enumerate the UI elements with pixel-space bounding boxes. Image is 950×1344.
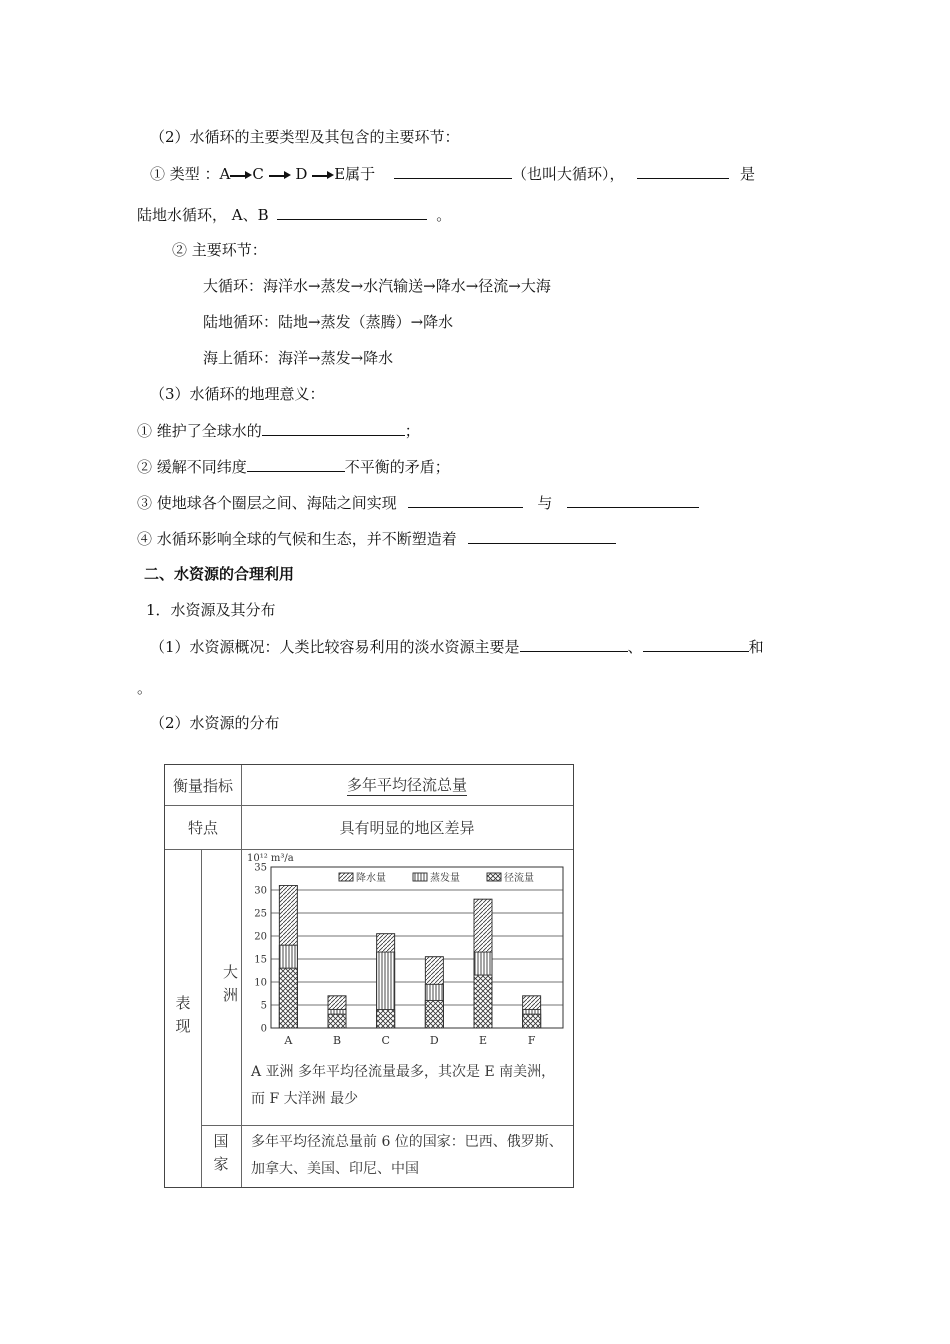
- x-tick-label: A: [284, 1034, 293, 1047]
- answer-blank[interactable]: [277, 204, 427, 220]
- feature-value: 具有明显的地区差异: [339, 818, 475, 837]
- s3-item1: [137, 420, 420, 441]
- bar-径流量: [328, 1014, 346, 1028]
- s2-item2-label: ② 主要环节：: [172, 241, 267, 259]
- arrow-icon: [269, 170, 291, 180]
- legend-label: 径流量: [504, 873, 534, 884]
- part2-q1: [150, 636, 764, 657]
- s3-item3-mid: 与: [537, 494, 553, 512]
- s3-item1-text: ① 维护了全球水的: [137, 422, 262, 440]
- x-tick-label: F: [527, 1034, 536, 1047]
- s2-item1-line2-text: 陆地水循环， A、B: [137, 206, 269, 224]
- s3-item4-text: ④ 水循环影响全球的气候和生态，并不断塑造着: [137, 530, 457, 548]
- y-tick-label: 30: [254, 885, 267, 897]
- legend-swatch: [413, 873, 427, 881]
- answer-blank[interactable]: [520, 636, 628, 652]
- s3-heading: （3）水循环的地理意义：: [150, 385, 325, 403]
- part2-q2: （2）水资源的分布: [150, 714, 280, 732]
- country-label: 国家: [211, 1133, 230, 1179]
- s2-item1-end: 是: [740, 165, 756, 183]
- x-tick-label: D: [429, 1034, 439, 1047]
- legend-label: 蒸发量: [430, 873, 460, 884]
- s3-item2-end: 不平衡的矛盾；: [344, 458, 450, 476]
- big-cycle: 大循环：海洋水→蒸发→水汽输送→降水→径流→大海: [203, 277, 551, 295]
- y-axis-unit: 10¹² m³/a: [247, 853, 294, 864]
- row-label-feature: 特点: [187, 818, 218, 837]
- answer-blank[interactable]: [468, 528, 616, 544]
- land-cycle: 陆地循环：陆地→蒸发（蒸腾）→降水: [203, 313, 454, 331]
- answer-blank[interactable]: [262, 420, 405, 436]
- s3-item4: [137, 528, 616, 549]
- part2-q1-text: （1）水资源概况：人类比较容易利用的淡水资源主要是: [150, 638, 520, 656]
- row-value-indicator: [241, 765, 573, 805]
- answer-blank[interactable]: [567, 492, 699, 508]
- bar-径流量: [523, 1014, 541, 1028]
- legend-swatch: [487, 873, 501, 881]
- s3-item3: [137, 492, 699, 513]
- part2-sub1: 1．水资源及其分布: [146, 601, 276, 619]
- s2-item1-d: D: [295, 165, 308, 183]
- s2-heading: （2）水循环的主要类型及其包含的主要环节：: [150, 128, 460, 146]
- water-resource-table: [164, 764, 574, 1188]
- legend-swatch: [339, 873, 353, 881]
- row-value-feature: [241, 805, 573, 849]
- arrow-icon: [312, 170, 334, 180]
- bar-径流量: [279, 968, 297, 1028]
- x-tick-label: C: [381, 1034, 390, 1047]
- table-divider: [201, 1125, 573, 1126]
- s2-item1: [150, 163, 755, 184]
- y-tick-label: 10: [254, 977, 267, 989]
- plot-frame: [271, 867, 563, 1028]
- y-tick-label: 25: [254, 908, 267, 920]
- s3-item1-end: ；: [404, 422, 420, 440]
- s3-item3-text: ③ 使地球各个圈层之间、海陆之间实现: [137, 494, 397, 512]
- answer-blank[interactable]: [408, 492, 523, 508]
- x-tick-label: B: [332, 1034, 342, 1047]
- s2-item1-line2-end: 。: [436, 206, 452, 224]
- bar-径流量: [377, 1010, 395, 1028]
- arrow-icon: [230, 170, 252, 180]
- part2-q1-sep: 、: [627, 638, 643, 656]
- answer-blank[interactable]: [394, 163, 512, 179]
- y-tick-label: 15: [254, 954, 267, 966]
- continent-label: 大洲: [221, 964, 239, 1010]
- part2-title: 二、水资源的合理利用: [144, 565, 295, 583]
- row-label-indicator: 衡量指标: [172, 776, 233, 795]
- row-label-performance: 表现: [173, 995, 192, 1041]
- y-tick-label: 35: [254, 862, 267, 874]
- s3-item2-text: ② 缓解不同纬度: [137, 458, 247, 476]
- answer-blank[interactable]: [637, 163, 729, 179]
- part2-q1-line2: 。: [137, 679, 153, 697]
- answer-blank[interactable]: [643, 636, 749, 652]
- y-tick-label: 5: [260, 1000, 267, 1012]
- s2-item1-c: C: [252, 165, 264, 183]
- runoff-bar-chart: [243, 851, 573, 1059]
- country-description: 多年平均径流总量前 6 位的国家：巴西、俄罗斯、加拿大、美国、印尼、中国: [251, 1134, 563, 1177]
- indicator-value: 多年平均径流总量: [346, 776, 467, 794]
- bar-径流量: [425, 1000, 443, 1028]
- x-tick-label: E: [478, 1034, 488, 1047]
- continent-description: A 亚洲 多年平均径流量最多，其次是 E 南美洲，而 F 大洋洲 最少: [251, 1064, 556, 1107]
- sea-cycle: 海上循环：海洋→蒸发→降水: [203, 349, 394, 367]
- bar-径流量: [474, 975, 492, 1028]
- s2-item1-mid: （也叫大循环），: [511, 165, 625, 183]
- y-tick-label: 0: [260, 1023, 267, 1035]
- legend-label: 降水量: [356, 873, 386, 884]
- s2-item1-prefix: ① 类型 ：A: [150, 165, 231, 183]
- s2-item1-line2: [137, 204, 451, 225]
- s3-item2: [137, 456, 450, 477]
- y-tick-label: 20: [254, 931, 267, 943]
- answer-blank[interactable]: [247, 456, 345, 472]
- part2-q1-end: 和: [748, 638, 764, 656]
- s2-item1-e: E属于: [334, 165, 376, 183]
